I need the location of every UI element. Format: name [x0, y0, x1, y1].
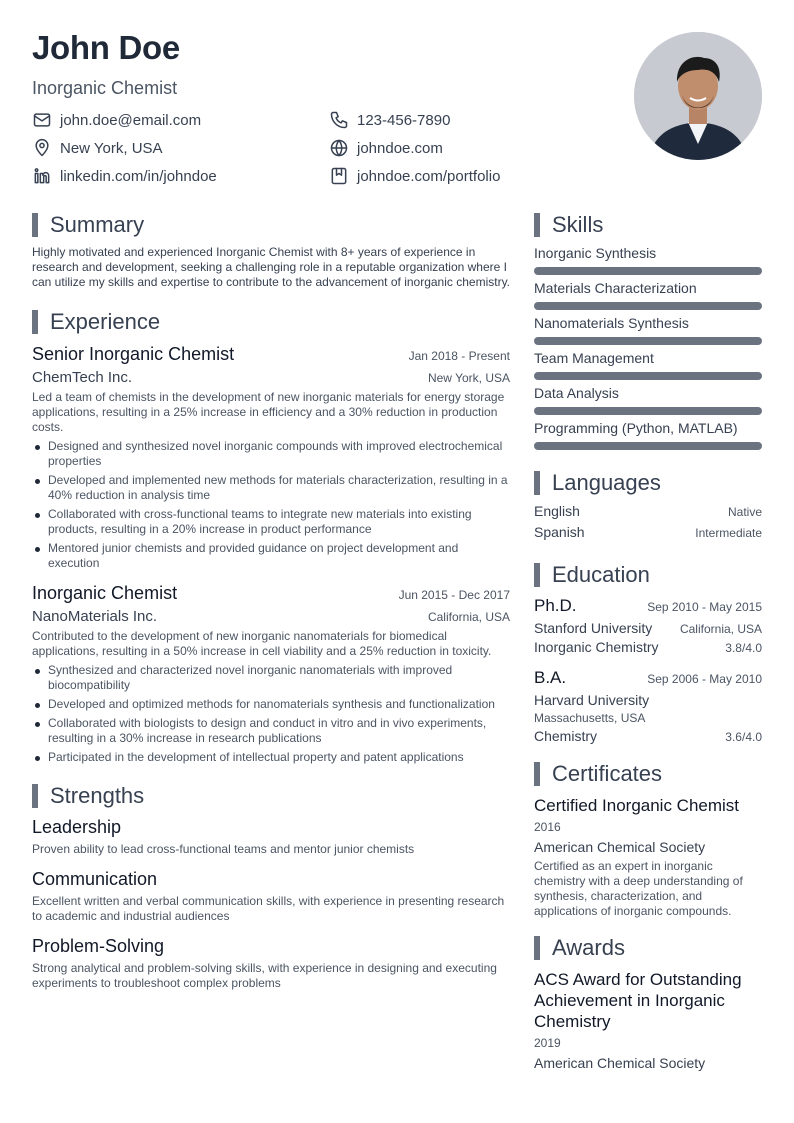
contact-portfolio[interactable]	[329, 166, 552, 186]
resume-header	[32, 30, 762, 200]
skill-item	[534, 420, 762, 450]
language-name: English	[534, 503, 580, 519]
edu-field: Chemistry	[534, 728, 598, 744]
linkedin-icon	[32, 166, 52, 186]
skill-name: Nanomaterials Synthesis	[534, 315, 689, 331]
skill-item	[534, 315, 762, 345]
strengths-heading: Strengths	[32, 783, 510, 809]
language-level: Native	[727, 505, 762, 519]
portfolio-text: johndoe.com/portfolio	[357, 167, 501, 185]
job-bullets	[32, 663, 510, 765]
email-text: john.doe@email.com	[60, 111, 202, 129]
edu-school: Harvard University	[534, 692, 650, 708]
skill-level-bar	[534, 372, 762, 380]
skill-item	[534, 385, 762, 415]
award-item	[534, 969, 762, 1071]
job-company: NanoMaterials Inc.	[32, 608, 158, 625]
award-title: ACS Award for Outstanding Achievement in Inorganic Chemistry	[534, 970, 742, 1031]
job-entry	[32, 344, 510, 571]
edu-field: Inorganic Chemistry	[534, 639, 659, 655]
job-bullet: Participated in the development of intellectual property and patent applications	[32, 750, 510, 765]
language-item	[534, 524, 762, 545]
section-marker	[534, 936, 540, 960]
job-bullet: Designed and synthesized novel inorganic compounds with improved electrochemical properties	[32, 439, 510, 469]
section-marker	[534, 213, 540, 237]
strength-item	[32, 869, 510, 924]
summary-text: Highly motivated and experienced Inorganic Chemist with 8+ years of experience in research and development, seeking a challenging role in a reputable organization where I can utilize my skills and expertise to contribute to the advancement of inorganic chemistry.	[32, 245, 511, 289]
globe-icon	[329, 138, 349, 158]
skill-level-bar	[534, 267, 762, 275]
strength-text: Strong analytical and problem-solving skills, with experience in designing and executing experiments to troubleshoot complex problems	[32, 961, 497, 990]
location-text: New York, USA	[60, 139, 163, 157]
award-issuer: American Chemical Society	[534, 1055, 706, 1071]
phone-icon	[329, 110, 349, 130]
skills-heading: Skills	[534, 212, 762, 238]
certificate-title: Certified Inorganic Chemist	[534, 796, 740, 815]
contact-list	[32, 110, 552, 186]
strength-item	[32, 817, 510, 857]
strength-item	[32, 936, 510, 991]
summary-heading: Summary	[32, 212, 510, 238]
job-title: Inorganic Chemist	[32, 583, 178, 603]
job-description: Contributed to the development of new inorganic nanomaterials for biomedical applications, resulting in a 50% increase in cell viability and a 25% reduction in toxicity.	[32, 629, 492, 658]
skill-level-bar	[534, 407, 762, 415]
job-bullet: Collaborated with biologists to design and conduct in vitro and in vivo experiments, resulting in a 30% increase in research publications	[32, 716, 510, 746]
education-item	[534, 668, 762, 744]
contact-linkedin[interactable]	[32, 166, 329, 186]
certificate-issuer: American Chemical Society	[534, 839, 706, 855]
awards-heading: Awards	[534, 935, 762, 961]
skill-item	[534, 280, 762, 310]
job-dates: Jun 2015 - Dec 2017	[398, 588, 510, 602]
certificate-year: 2016	[534, 820, 561, 834]
contact-email[interactable]	[32, 110, 329, 130]
job-description: Led a team of chemists in the development of new inorganic materials for energy storage applications, resulting in a 25% increase in efficiency and a 30% reduction in production costs.	[32, 390, 505, 434]
skill-name: Programming (Python, MATLAB)	[534, 420, 738, 436]
right-column	[534, 212, 762, 1071]
bookmark-icon	[329, 166, 349, 186]
skill-item	[534, 245, 762, 275]
job-title: Senior Inorganic Chemist	[32, 344, 235, 364]
job-bullet: Synthesized and characterized novel inorganic nanomaterials with improved biocompatibility	[32, 663, 510, 693]
strength-title: Problem-Solving	[32, 936, 165, 956]
edu-school: Stanford University	[534, 620, 653, 636]
profile-photo	[634, 32, 762, 160]
job-bullet: Collaborated with cross-functional teams to integrate new materials into existing products, resulting in a 20% increase in product performance	[32, 507, 510, 537]
contact-phone[interactable]	[329, 110, 552, 130]
job-entry	[32, 583, 510, 765]
section-marker	[32, 784, 38, 808]
strength-text: Proven ability to lead cross-functional teams and mentor junior chemists	[32, 842, 415, 856]
contact-location	[32, 138, 329, 158]
job-location: California, USA	[427, 610, 510, 624]
linkedin-text: linkedin.com/in/johndoe	[60, 167, 217, 185]
languages-list	[534, 503, 762, 545]
skill-level-bar	[534, 302, 762, 310]
edu-location: Massachusetts, USA	[534, 711, 646, 725]
skill-name: Materials Characterization	[534, 280, 697, 296]
experience-heading: Experience	[32, 309, 510, 335]
skill-item	[534, 350, 762, 380]
left-column	[32, 212, 510, 991]
candidate-name: John Doe	[32, 29, 180, 66]
job-bullet: Developed and implemented new methods for materials characterization, resulting in a 40% reduction in analysis time	[32, 473, 510, 503]
edu-location: California, USA	[679, 622, 762, 636]
edu-degree: Ph.D.	[534, 596, 577, 615]
location-pin-icon	[32, 138, 52, 158]
skill-level-bar	[534, 442, 762, 450]
award-year: 2019	[534, 1036, 561, 1050]
section-marker	[32, 213, 38, 237]
edu-dates: Sep 2010 - May 2015	[647, 600, 762, 614]
candidate-title: Inorganic Chemist	[32, 78, 178, 99]
certificates-heading: Certificates	[534, 761, 762, 787]
skills-list	[534, 245, 762, 450]
job-bullet: Developed and optimized methods for nanomaterials synthesis and functionalization	[32, 697, 510, 712]
contact-website[interactable]	[329, 138, 552, 158]
skill-name: Inorganic Synthesis	[534, 245, 657, 261]
language-name: Spanish	[534, 524, 585, 540]
education-item	[534, 596, 762, 655]
website-text: johndoe.com	[357, 139, 443, 157]
job-bullets	[32, 439, 510, 571]
language-level: Intermediate	[695, 526, 762, 540]
job-location: New York, USA	[427, 371, 510, 385]
skill-level-bar	[534, 337, 762, 345]
job-dates: Jan 2018 - Present	[408, 349, 510, 363]
education-heading: Education	[534, 562, 762, 588]
strength-text: Excellent written and verbal communication skills, with experience in presenting research to academic and industrial audiences	[32, 894, 505, 923]
section-marker	[534, 563, 540, 587]
certificate-item	[534, 795, 762, 919]
job-company: ChemTech Inc.	[32, 369, 133, 386]
skill-name: Team Management	[534, 350, 654, 366]
job-bullet: Mentored junior chemists and provided guidance on project development and execution	[32, 541, 510, 571]
strength-title: Communication	[32, 869, 158, 889]
strength-title: Leadership	[32, 817, 122, 837]
section-marker	[32, 310, 38, 334]
languages-heading: Languages	[534, 470, 762, 496]
certificate-description: Certified as an expert in inorganic chemistry with a deep understanding of synthesis, characterization, and applications of inorganic compounds.	[534, 859, 743, 918]
edu-degree: B.A.	[534, 668, 567, 687]
language-item	[534, 503, 762, 524]
section-marker	[534, 471, 540, 495]
skill-name: Data Analysis	[534, 385, 619, 401]
phone-text: 123-456-7890	[357, 111, 451, 129]
section-marker	[534, 762, 540, 786]
mail-icon	[32, 110, 52, 130]
edu-dates: Sep 2006 - May 2010	[647, 672, 762, 686]
edu-gpa: 3.6/4.0	[725, 730, 762, 744]
edu-gpa: 3.8/4.0	[725, 641, 762, 655]
